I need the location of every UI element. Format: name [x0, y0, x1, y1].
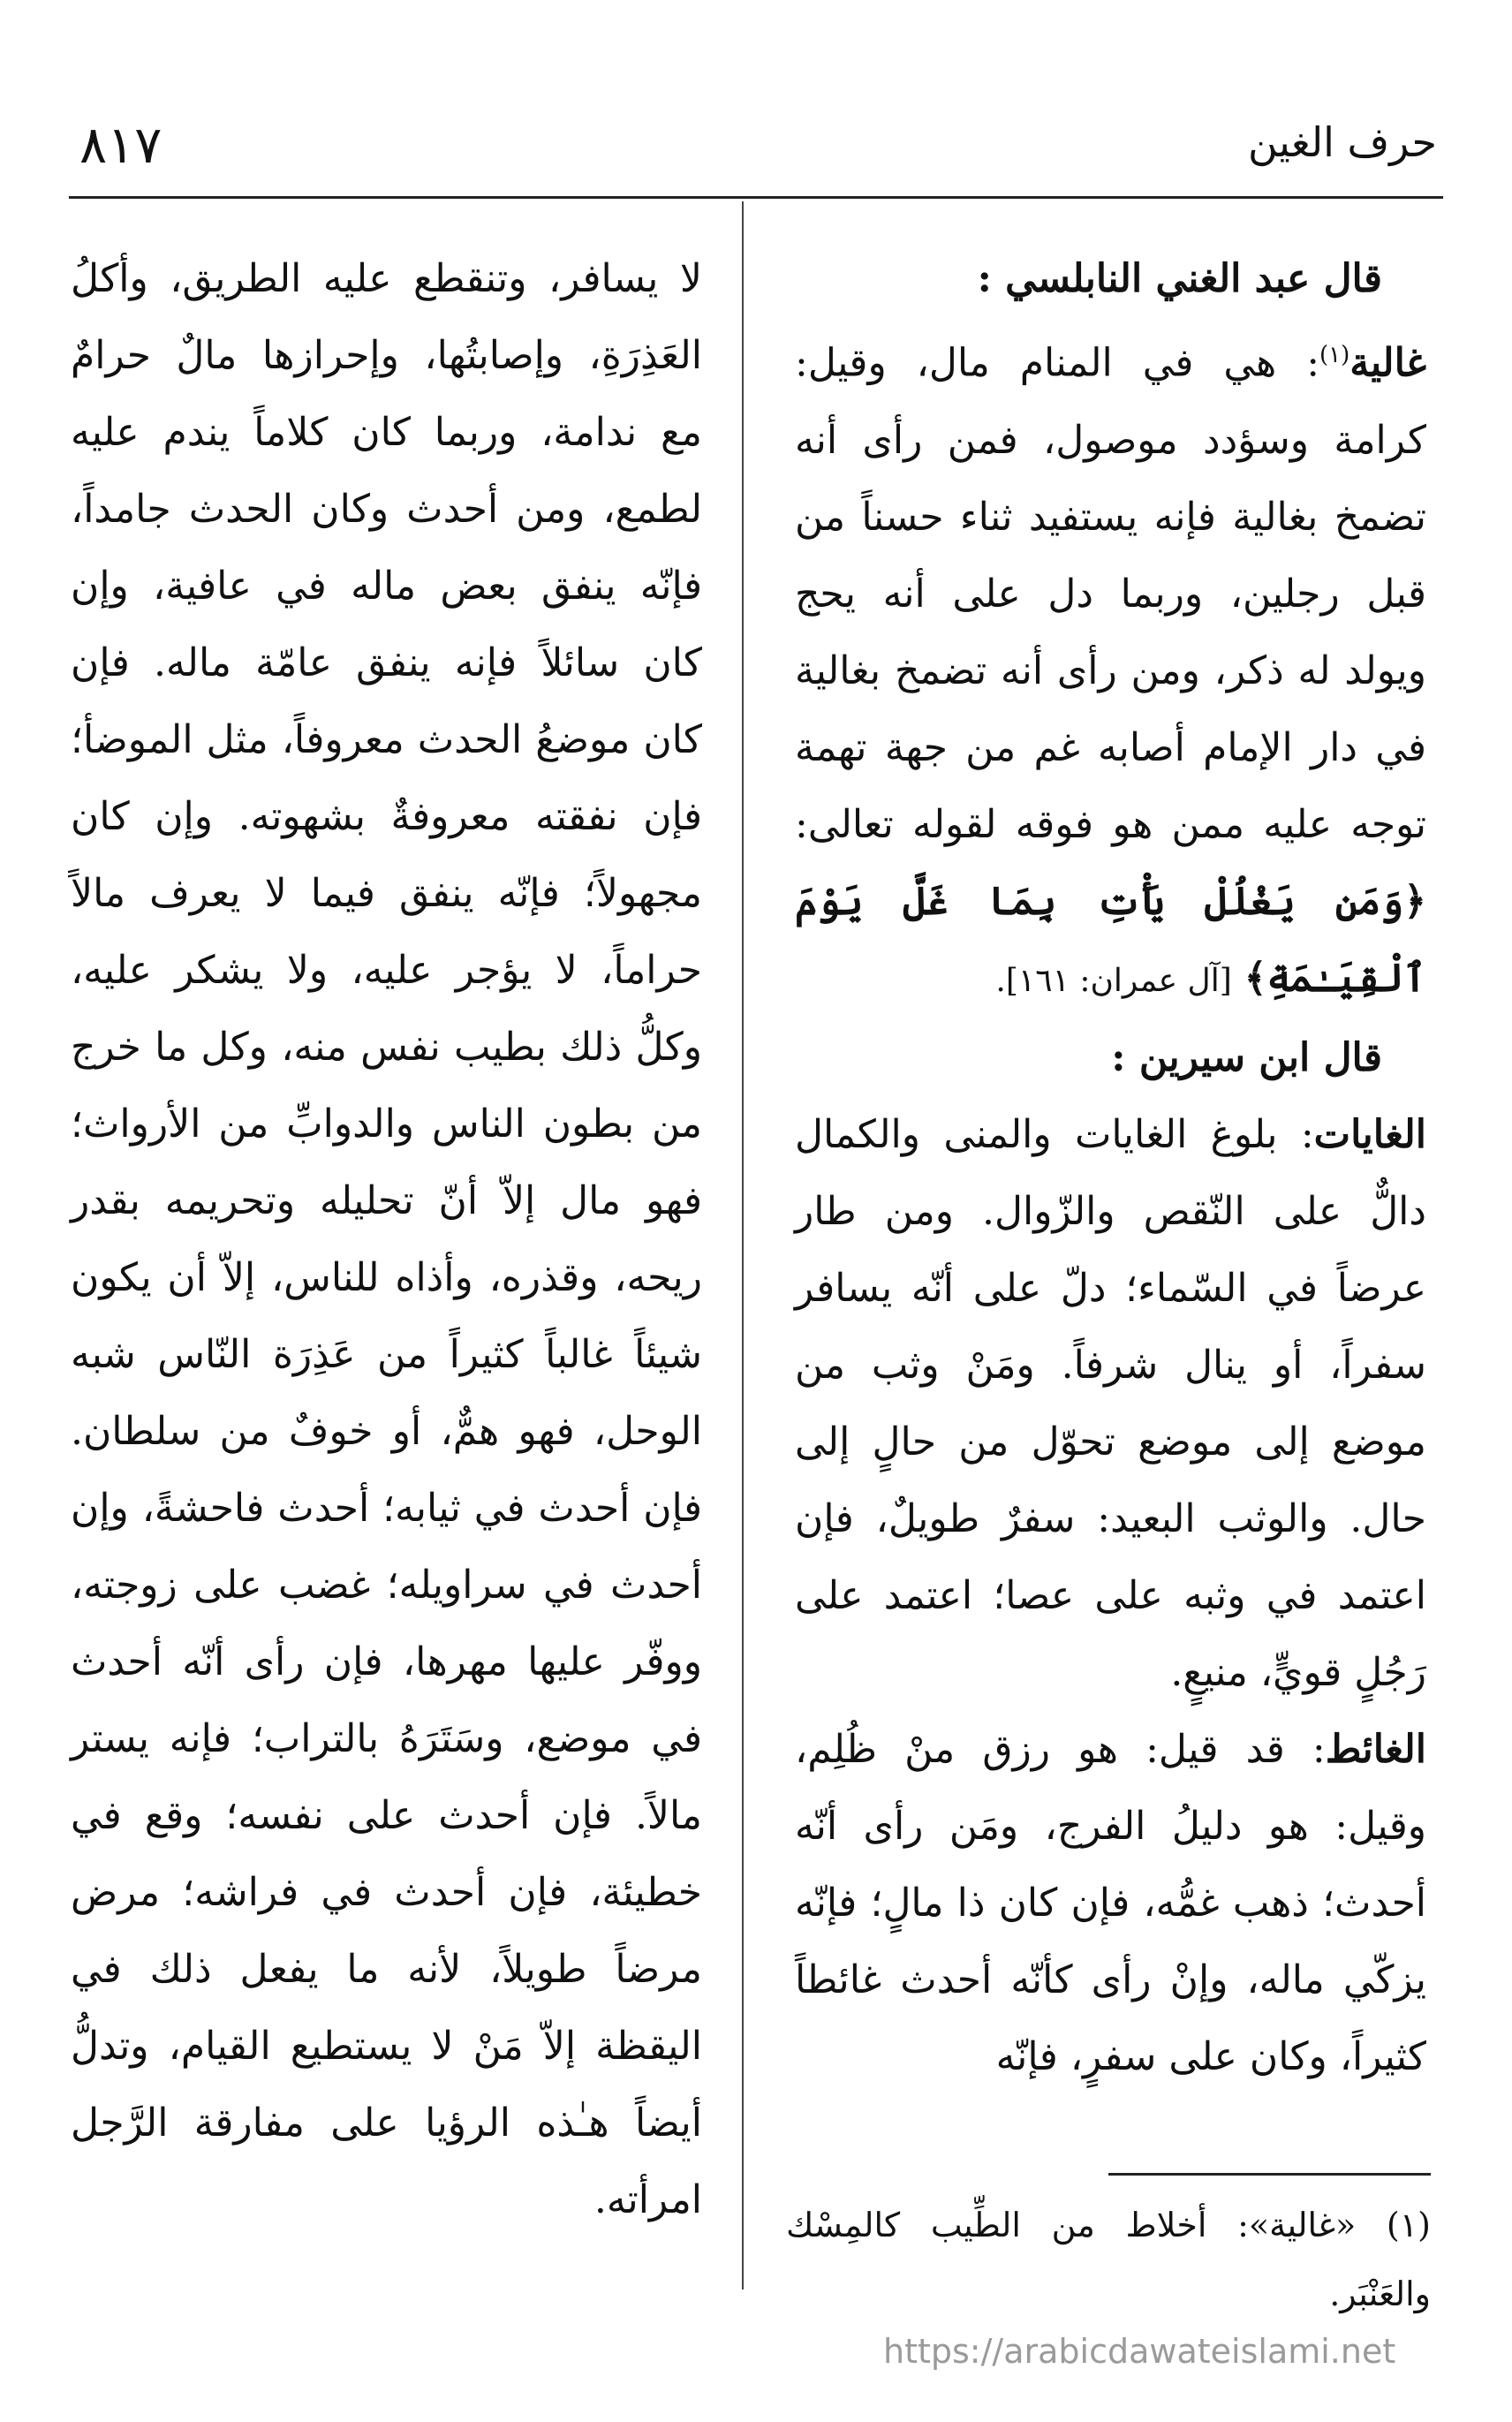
- left-column: [71, 240, 702, 2238]
- quran-citation: [آل عمران: ١٦١].: [995, 962, 1232, 999]
- section-heading-ibn-sirin: قال ابن سيرين :: [1111, 1034, 1382, 1080]
- entry-text: : قد قيل: هو رزق منْ ظُلِم، وقيل: هو دليلُ الفرج، ومَن رأى أنّه أحدث؛ ذهب غمُّه، فإن كان ذا مالٍ؛ فإنّه يزكّي ماله، وإنْ رأى كأنّه أحدث غائطاً كثيراً، وكان على سفرٍ، فإنّه: [795, 1726, 1426, 2079]
- running-title: حرف الغين: [1247, 118, 1437, 166]
- entry-term: الغائط: [1325, 1726, 1426, 1772]
- header-rule: [69, 196, 1443, 199]
- entry-text: : هي في المنام مال، وقيل: كرامة وسؤدد موصول، فمن رأى أنه تضمخ بغالية فإنه يستفيد ثناء حسناً من قبل رجلين، وربما دل على أنه يحج ويولد له ذكر، ومن رأى أنه تضمخ بغالية في دار الإمام أصابه غم من جهة تهمة توجه عليه ممن هو فوقه لقوله تعالى:: [795, 340, 1426, 847]
- continued-text: لا يسافر، وتنقطع عليه الطريق، وأكلُ العَذِرَةِ، وإصابتُها، وإحرازها مالٌ حرامٌ مع ندامة، وربما كان كلاماً يندم عليه لطمع، ومن أحدث وكان الحدث جامداً، فإنّه ينفق بعض ماله في عافية، وإن كان سائلاً فإنه ينفق عامّة ماله. فإن كان موضعُ الحدث معروفاً، مثل الموضأ؛ فإن نفقته معروفةٌ بشهوته. وإن كان مجهولاً؛ فإنّه ينفق فيما لا يعرف مالاً حراماً، لا يؤجر عليه، ولا يشكر عليه، وكلُّ ذلك بطيب نفس منه، وكل ما خرج من بطون الناس والدوابِّ من الأرواث؛ فهو مال إلاّ أنّ تحليله وتحريمه بقدر ريحه، وقذره، وأذاه للناس، إلاّ أن يكون شيئاً غالباً كثيراً من عَذِرَة النّاس شبه الوحل، فهو همٌّ، أو خوفٌ من سلطان. فإن أحدث في ثيابه؛ أحدث فاحشةً، وإن أحدث في سراويله؛ غضب على زوجته، ووفّر عليها مهرها، فإن رأى أنّه أحدث في موضع، وسَتَرَهُ بالتراب؛ فإنه يستر مالاً. فإن أحدث على نفسه؛ وقع في خطيئة، فإن أحدث في فراشه؛ مرض مرضاً طويلاً، لأنه ما يفعل ذلك في اليقظة إلاّ مَنْ لا يستطيع القيام، وتدلُّ أيضاً هـٰذه الرؤيا على مفارقة الرَّجل امرأته.: [71, 256, 702, 2222]
- entry-ghayat: [795, 1096, 1426, 1711]
- page-header: [62, 106, 1450, 185]
- entry-term: غالية: [1349, 340, 1426, 386]
- entry-ghait: [795, 1711, 1426, 2095]
- page-number: ٨١٧: [79, 115, 163, 175]
- footnote-rule: [1108, 2173, 1431, 2176]
- column-divider: [742, 201, 744, 2290]
- footnote: (١) «غالية»: أخلاط من الطِّيب كالمِسْك والعَنْبَر.: [786, 2206, 1431, 2313]
- entry-text: : بلوغ الغايات والمنى والكمال دالٌّ على النّقص والزّوال. ومن طار عرضاً في السّماء؛ دلّ على أنّه يسافر سفراً، أو ينال شرفاً. ومَنْ وثب من موضع إلى موضع تحوّل من حالٍ إلى حال. والوثب البعيد: سفرٌ طويلٌ، فإن اعتمد في وثبه على عصا؛ اعتمد على رَجُلٍ قويٍّ، منيعٍ.: [795, 1111, 1426, 1695]
- entry-ghaliya: [795, 317, 1426, 1019]
- right-column: [795, 240, 1426, 2095]
- section-heading-nabulsi: قال عبد الغني النابلسي :: [977, 256, 1382, 301]
- watermark-url: https://arabicdawateislami.net: [883, 2332, 1396, 2371]
- footnote-ref: (١): [1319, 342, 1350, 368]
- entry-term: الغايات: [1313, 1111, 1426, 1157]
- quran-quote: ﴿وَمَن يَغْلُلْ يَأْتِ بِمَا غَلَّ يَوْمَ ٱلْقِيَـٰمَةِ﴾: [795, 878, 1426, 1001]
